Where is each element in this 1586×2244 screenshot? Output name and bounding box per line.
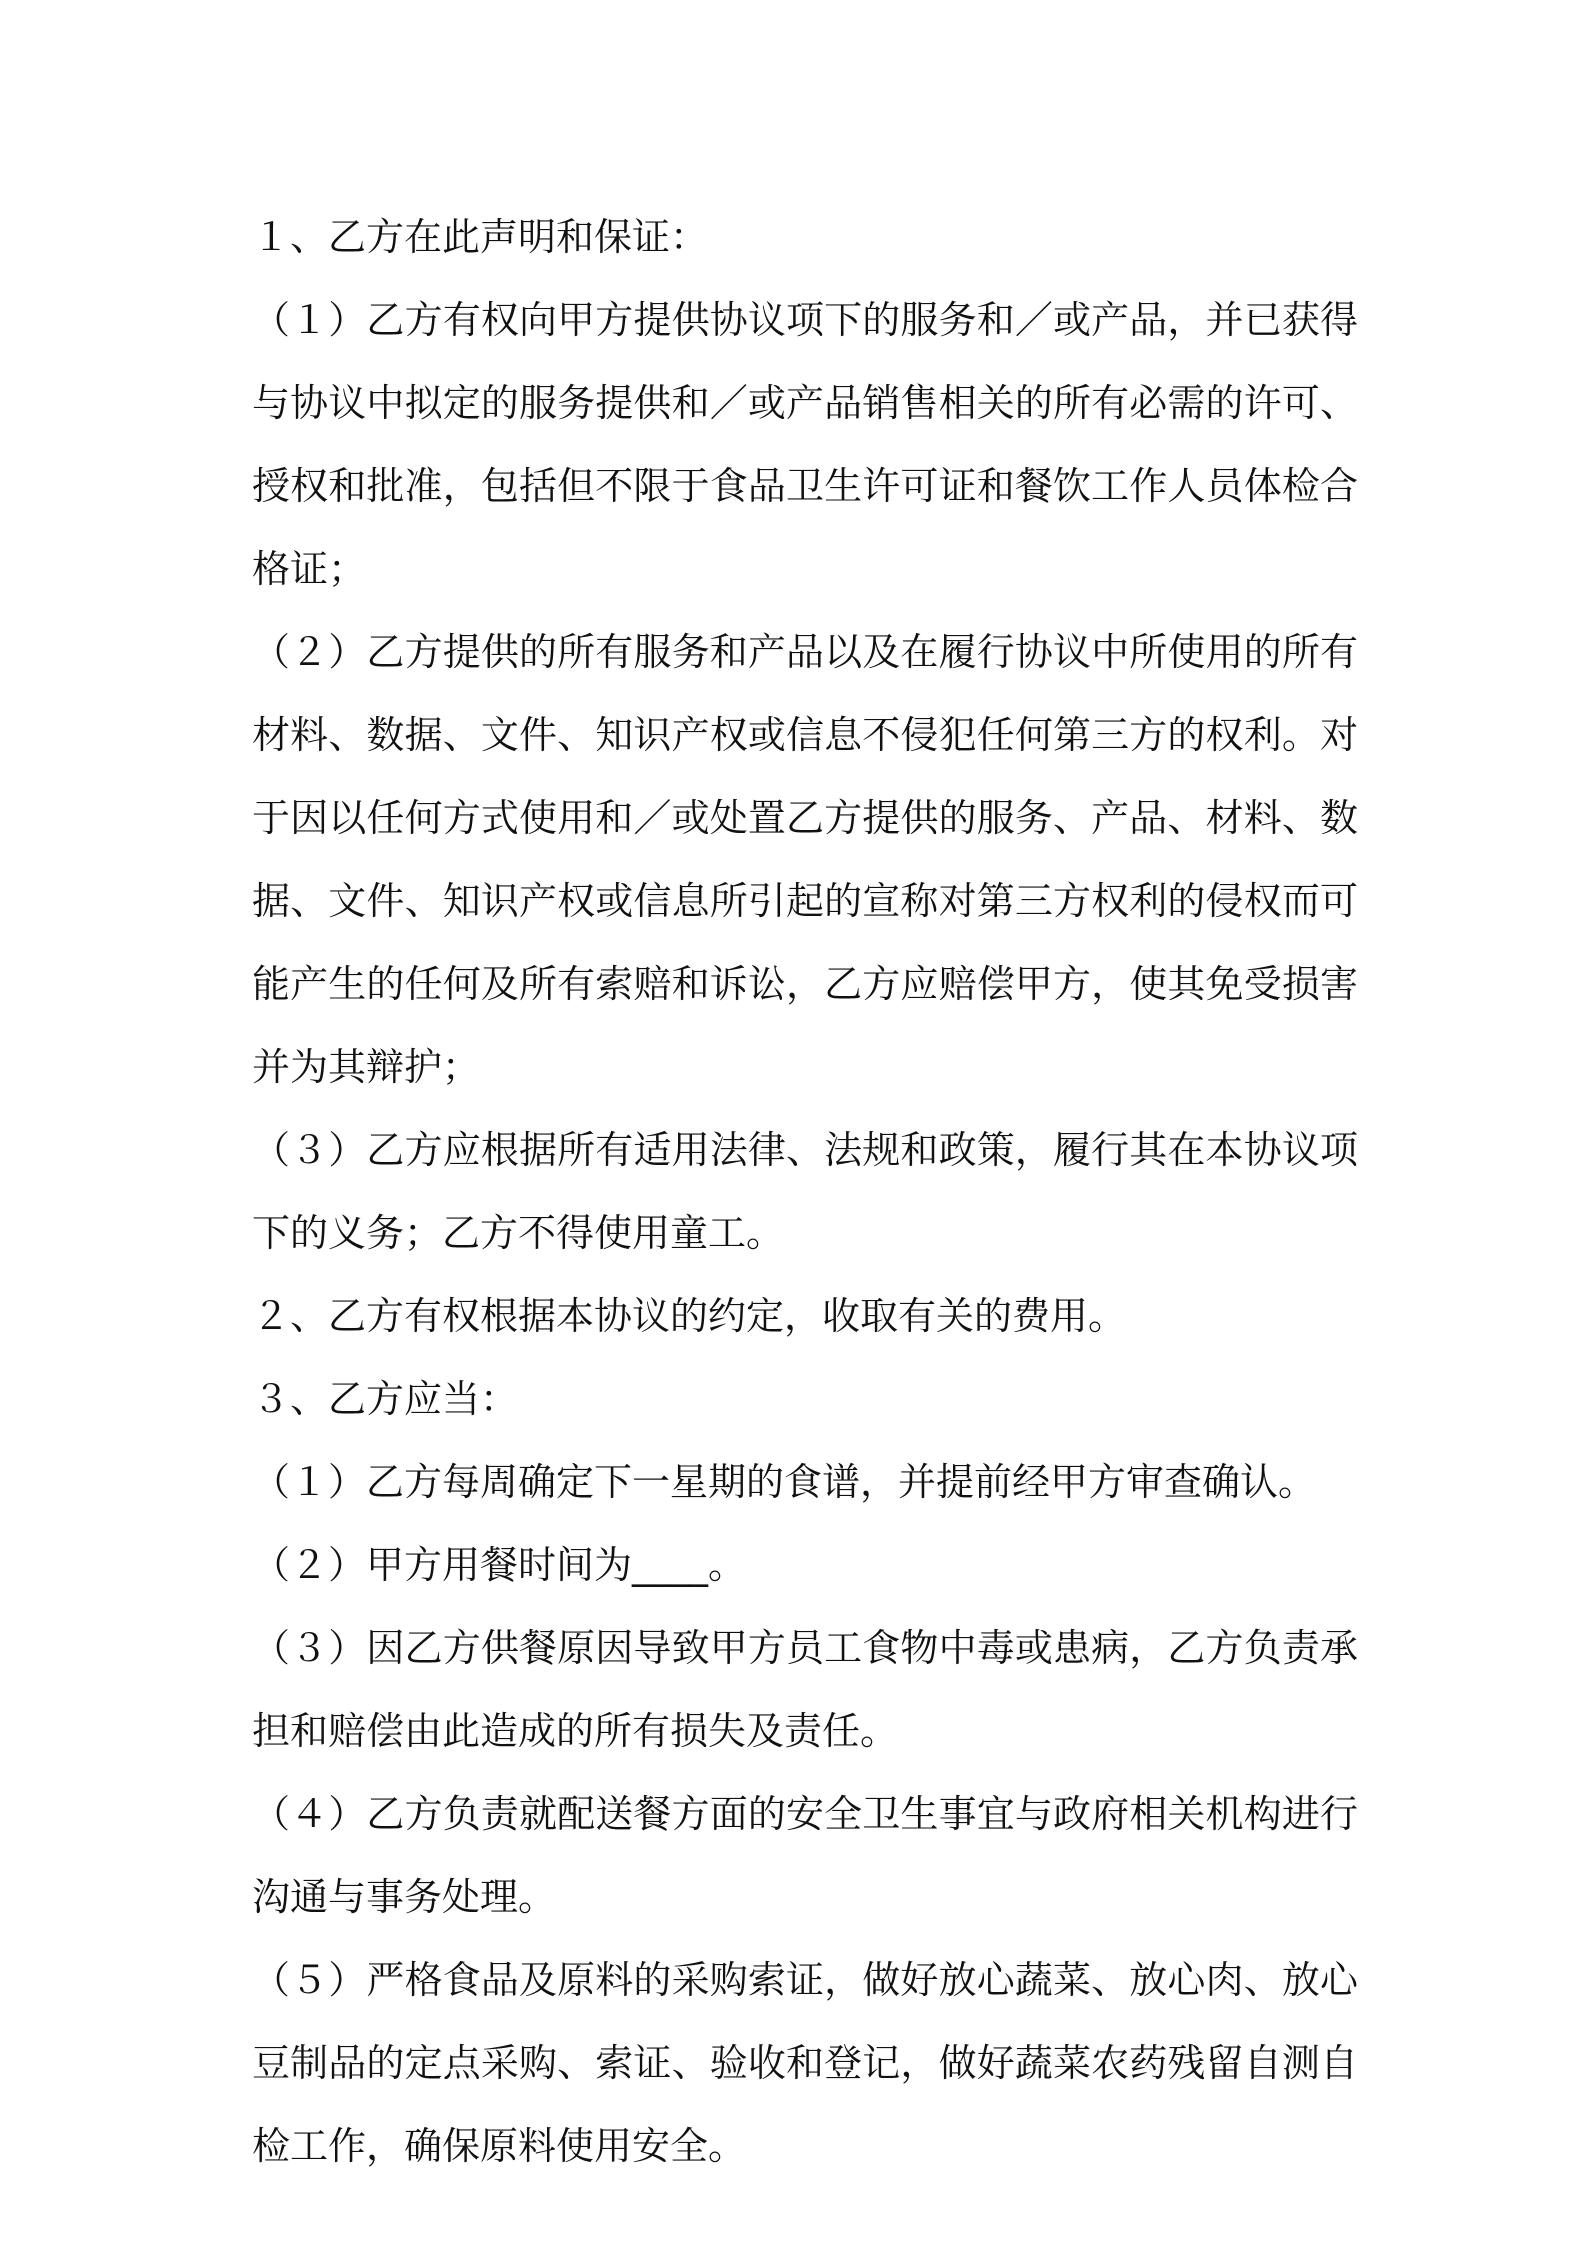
clause-3-item-4: （４）乙方负责就配送餐方面的安全卫生事宜与政府相关机构进行沟通与事务处理。 <box>252 1792 1358 1919</box>
clause-1-heading: １、乙方在此声明和保证： <box>252 215 709 259</box>
clause-3-item-3: （３）因乙方供餐原因导致甲方员工食物中毒或患病，乙方负责承担和赔偿由此造成的所有损失及责任。 <box>252 1626 1358 1753</box>
clause-3-item-2: （２）甲方用餐时间为____。 <box>252 1543 747 1587</box>
document-body <box>242 196 1358 2188</box>
clause-2: ２、乙方有权根据本协议的约定，收取有关的费用。 <box>252 1294 1127 1338</box>
clause-1-item-3: （３）乙方应根据所有适用法律、法规和政策，履行其在本协议项下的义务；乙方不得使用童工。 <box>252 1128 1358 1255</box>
clause-3-item-1: （１）乙方每周确定下一星期的食谱，并提前经甲方审查确认。 <box>252 1460 1317 1504</box>
clause-3-item-5: （５）严格食品及原料的采购索证，做好放心蔬菜、放心肉、放心豆制品的定点采购、索证、验收和登记，做好蔬菜农药残留自测自检工作，确保原料使用安全。 <box>252 1958 1358 2168</box>
clause-1-item-1: （１）乙方有权向甲方提供协议项下的服务和／或产品，并已获得与协议中拟定的服务提供和／或产品销售相关的所有必需的许可、授权和批准，包括但不限于食品卫生许可证和餐饮工作人员体检合格证； <box>252 298 1358 591</box>
clause-3-heading: ３、乙方应当： <box>252 1377 519 1421</box>
clause-1-item-2: （２）乙方提供的所有服务和产品以及在履行协议中所使用的所有材料、数据、文件、知识产权或信息不侵犯任何第三方的权利。对于因以任何方式使用和／或处置乙方提供的服务、产品、材料、数据、文件、知识产权或信息所引起的宣称对第三方权利的侵权而可能产生的任何及所有索赔和诉讼，乙方应赔偿甲方，使其免受损害并为其辩护； <box>252 630 1358 1089</box>
